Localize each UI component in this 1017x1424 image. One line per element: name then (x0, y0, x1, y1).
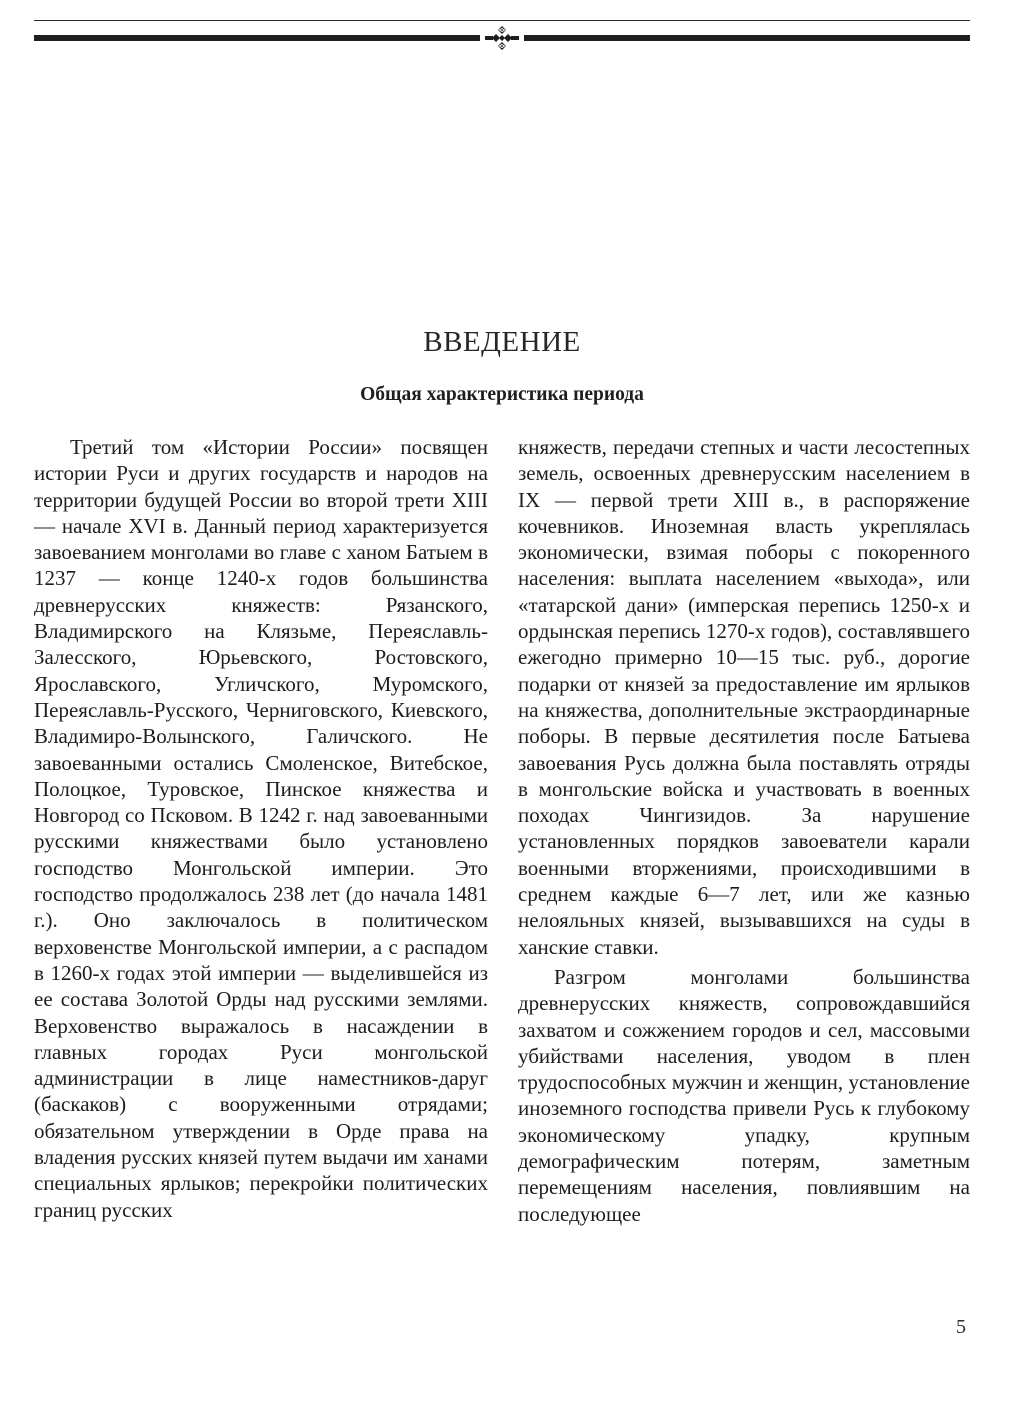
header-thin-rule (34, 20, 970, 21)
ornament-icon (485, 24, 519, 52)
text-column-left (34, 434, 488, 1223)
chapter-title: ВВЕДЕНИЕ (423, 326, 581, 358)
text-column-right (518, 434, 970, 1227)
header-thick-rule-right (524, 35, 970, 41)
header-thick-rule-left (34, 35, 480, 41)
section-subtitle: Общая характеристика периода (360, 384, 644, 405)
paragraph-continuation: княжеств, передачи степных и части лесостепных земель, освоенных древнерусским населением в IX — первой трети XIII в., в распоряжение кочевников. Иноземная власть укреплялась экономически, взимая поборы с покоренного населения: выплата населением «выхода», или «татарской дани» (имперская перепись 1250-х и ордынская перепись 1270-х годов), составлявшего ежегодно примерно 10—15 тыс. руб., дорогие подарки от князей за предоставление им ярлыков на княжества, дополнительные экстраординарные поборы. В первые десятилетия после Батыева завоевания Русь должна была поставлять отряды в монгольские войска и участвовать в военных походах Чингизидов. За нарушение установленных порядков завоеватели карали военными вторжениями, происходившими в среднем каждые 6—7 лет, или же казнью нелояльных князей, вызывавшихся на суды в ханские ставки. (518, 435, 970, 959)
paragraph: Третий том «Истории России» посвящен истории Руси и других государств и народов на территории будущей России во второй трети XIII — начале XVI в. Данный период характеризуется завоеванием монголами во главе с ханом Батыем в 1237 — конце 1240-х годов большинства древнерусских княжеств: Рязанского, Владимирского на Клязьме, Переяславль-Залесского, Юрьевского, Ростовского, Ярославского, Угличского, Муромского, Переяславль-Русского, Черниговского, Киевского, Владимиро-Волынского, Галичского. Не завоеванными остались Смоленское, Витебское, Полоцкое, Туровское, Пинское княжества и Новгород со Псковом. В 1242 г. над завоеванными русскими княжествами было установлено господство Монгольской империи. Это господство продолжалось 238 лет (до начала 1481 г.). Оно заключалось в политическом верховенстве Монгольской империи, а с распадом в 1260-х годах этой империи — выделившейся из ее состава Золотой Орды над русскими землями. Верховенство выражалось в насаждении в главных городах Руси монгольской администрации в лице наместников-даруг (баскаков) с вооруженными отрядами; обязательном утверждении в Орде права на владения русских князей путем выдачи им ханами специальных ярлыков; перекройки политических границ русских (34, 435, 488, 1222)
page-number: 5 (956, 1316, 966, 1338)
paragraph: Разгром монголами большинства древнерусских княжеств, сопровождавшийся захватом и сожжением городов и сел, массовыми убийствами населения, уводом в плен трудоспособных мужчин и женщин, установление иноземного господства привели Русь к глубокому экономическому упадку, крупным демографическим потерям, заметным перемещениям населения, повлиявшим на последующее (518, 964, 970, 1226)
